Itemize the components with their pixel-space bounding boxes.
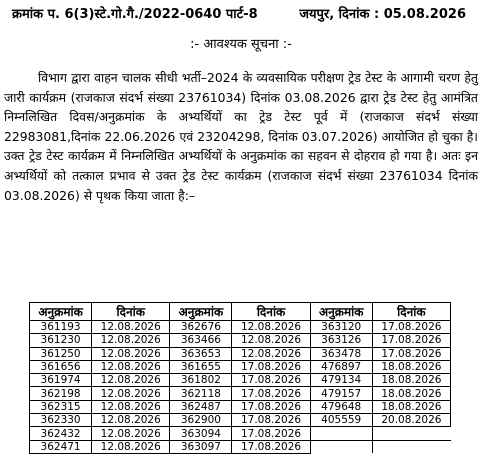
- roll-number-cell: 479648: [310, 400, 372, 413]
- date-cell: 12.08.2026: [232, 347, 310, 360]
- body-paragraph: विभाग द्वारा वाहन चालक सीधी भर्ती–2024 के व्यवसायिक परीक्षण ट्रेड टेस्ट के आगामी चरण हेतु जारी कार्यक्रम (राजकाज संदर्भ संख्या 23761034) दिनांक 03.08.2026 द्वारा ट्रेड टेस्ट हेतु आमंत्रित निम्नलिखित दिवस/अनुक्रमांक के अभ्यर्थियों का ट्रेड टेस्ट पूर्व में (राजकाज संदर्भ संख्या 22983081,दिनांक 22.06.2026 एवं 23204298, दिनांक 03.07.2026) आयोजित हो चुका है। उक्त ट्रेड टेस्ट कार्यक्रम में निम्नलिखित अभ्यर्थियों के अनुक्रमांक का सहवन से दोहराव हो गया है। अतः इन अभ्यर्थियों को तत्काल प्रभाव से उक्त ट्रेड टेस्ट कार्यक्रम (राजकाज संदर्भ संख्या 23761034 दिनांक 03.08.2026) से पृथक किया जाता है:–: [4, 70, 478, 203]
- table-row: [30, 321, 451, 334]
- roll-number-cell: 476897: [310, 360, 372, 373]
- table-row: [30, 427, 451, 440]
- date-cell: 12.08.2026: [92, 387, 170, 400]
- roll-number-cell: 361250: [30, 347, 92, 360]
- table-row: [30, 374, 451, 387]
- roll-number-cell: 362198: [30, 387, 92, 400]
- date-cell: 17.08.2026: [372, 321, 450, 334]
- roll-number-cell: 363478: [310, 347, 372, 360]
- notice-body: [4, 68, 478, 205]
- roll-number-cell: 362676: [170, 321, 232, 334]
- roll-number-cell: 362900: [170, 414, 232, 427]
- date-cell: 17.08.2026: [372, 347, 450, 360]
- date-cell: 20.08.2026: [372, 414, 450, 427]
- date-cell: 17.08.2026: [232, 360, 310, 373]
- roll-number-cell: 363097: [170, 440, 232, 453]
- date-cell: 17.08.2026: [232, 374, 310, 387]
- column-header: दिनांक: [232, 303, 310, 321]
- notice-subject: :- आवश्यक सूचना :-: [190, 37, 292, 52]
- date-cell: 12.08.2026: [92, 360, 170, 373]
- roll-number-cell: 362471: [30, 440, 92, 453]
- date-cell: 12.08.2026: [92, 321, 170, 334]
- date-cell: 12.08.2026: [92, 347, 170, 360]
- place-date: जयपुर, दिनांक : 05.08.2026: [299, 7, 466, 22]
- table-row: [30, 440, 451, 453]
- date-cell: 12.08.2026: [92, 427, 170, 440]
- date-cell: 12.08.2026: [92, 374, 170, 387]
- date-cell: 18.08.2026: [372, 387, 450, 400]
- roll-number-cell: 361655: [170, 360, 232, 373]
- roll-number-cell: 363466: [170, 334, 232, 347]
- roll-number-cell: 363653: [170, 347, 232, 360]
- date-cell: 12.08.2026: [92, 334, 170, 347]
- roll-number-cell: 363094: [170, 427, 232, 440]
- column-header: दिनांक: [372, 303, 450, 321]
- roll-number-cell: 362330: [30, 414, 92, 427]
- date-cell: 18.08.2026: [372, 374, 450, 387]
- empty-cell: [372, 440, 450, 453]
- date-cell: 12.08.2026: [92, 414, 170, 427]
- table-row: [30, 414, 451, 427]
- document-header: [12, 4, 474, 26]
- table-row: [30, 347, 451, 360]
- date-cell: 18.08.2026: [372, 400, 450, 413]
- roll-number-cell: 362487: [170, 400, 232, 413]
- date-cell: 12.08.2026: [232, 334, 310, 347]
- table-row: [30, 387, 451, 400]
- date-cell: 12.08.2026: [92, 400, 170, 413]
- roll-number-cell: 361974: [30, 374, 92, 387]
- column-header: अनुक्रमांक: [170, 303, 232, 321]
- roll-number-cell: 479157: [310, 387, 372, 400]
- roll-number-cell: 479134: [310, 374, 372, 387]
- table-body: [30, 321, 451, 454]
- date-cell: 17.08.2026: [372, 334, 450, 347]
- table-header-row: [30, 303, 451, 321]
- date-cell: 17.08.2026: [232, 400, 310, 413]
- table-row: [30, 360, 451, 373]
- date-cell: 18.08.2026: [372, 360, 450, 373]
- roll-number-cell: 405559: [310, 414, 372, 427]
- roll-number-cell: 362432: [30, 427, 92, 440]
- table-row: [30, 400, 451, 413]
- roll-number-cell: 363126: [310, 334, 372, 347]
- date-cell: 17.08.2026: [232, 414, 310, 427]
- table-row: [30, 334, 451, 347]
- date-cell: 12.08.2026: [232, 321, 310, 334]
- empty-cell: [310, 427, 372, 440]
- column-header: दिनांक: [92, 303, 170, 321]
- reference-number: क्रमांक प. 6(3)स्टे.गो.गै./2022-0640 पार्ट-8: [12, 7, 258, 22]
- roll-number-cell: 361656: [30, 360, 92, 373]
- roll-number-cell: 363120: [310, 321, 372, 334]
- column-header: अनुक्रमांक: [30, 303, 92, 321]
- roll-number-cell: 361193: [30, 321, 92, 334]
- roll-number-cell: 362118: [170, 387, 232, 400]
- date-cell: 17.08.2026: [232, 387, 310, 400]
- empty-cell: [372, 427, 450, 440]
- date-cell: 12.08.2026: [92, 440, 170, 453]
- roll-number-cell: 361230: [30, 334, 92, 347]
- empty-cell: [310, 440, 372, 453]
- column-header: अनुक्रमांक: [310, 303, 372, 321]
- date-cell: 17.08.2026: [232, 440, 310, 453]
- roll-number-table: [29, 302, 451, 454]
- roll-number-cell: 362315: [30, 400, 92, 413]
- roll-number-cell: 361802: [170, 374, 232, 387]
- date-cell: 17.08.2026: [232, 427, 310, 440]
